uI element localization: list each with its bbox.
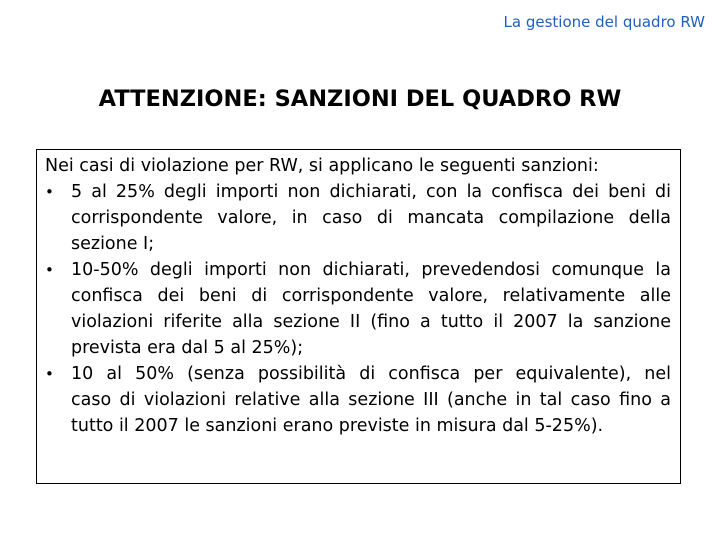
list-item <box>45 257 671 361</box>
list-item-line: 10-50% degli importi non dichiarati, prevedendosi comunque la <box>71 260 671 280</box>
sanctions-list <box>45 179 671 439</box>
bullet-icon: • <box>45 261 54 279</box>
content-box <box>36 149 681 484</box>
slide-title: ATTENZIONE: SANZIONI DEL QUADRO RW <box>98 86 622 112</box>
list-item-line: confisca dei beni di corrispondente valore, relativamente alle <box>71 286 671 306</box>
list-item-line: corrispondente valore, in caso di mancata compilazione della <box>71 208 671 228</box>
bullet-icon: • <box>45 365 54 383</box>
list-item-line: 10 al 50% (senza possibilità di confisca per equivalente), nel <box>71 364 671 384</box>
list-item <box>45 179 671 257</box>
list-item <box>45 361 671 439</box>
list-item-line: sezione I; <box>71 234 155 254</box>
list-item-line: tutto il 2007 le sanzioni erano previste in misura dal 5-25%). <box>71 416 604 436</box>
list-item-line: violazioni riferite alla sezione II (fino a tutto il 2007 la sanzione <box>71 312 671 332</box>
list-item-line: 5 al 25% degli importi non dichiarati, con la confisca dei beni di <box>71 182 671 202</box>
intro-text: Nei casi di violazione per RW, si applicano le seguenti sanzioni: <box>45 156 599 176</box>
slide-header-label: La gestione del quadro RW <box>503 13 705 31</box>
bullet-icon: • <box>45 183 54 201</box>
list-item-line: prevista era dal 5 al 25%); <box>71 338 304 358</box>
list-item-line: caso di violazioni relative alla sezione III (anche in tal caso fino a <box>71 390 671 410</box>
